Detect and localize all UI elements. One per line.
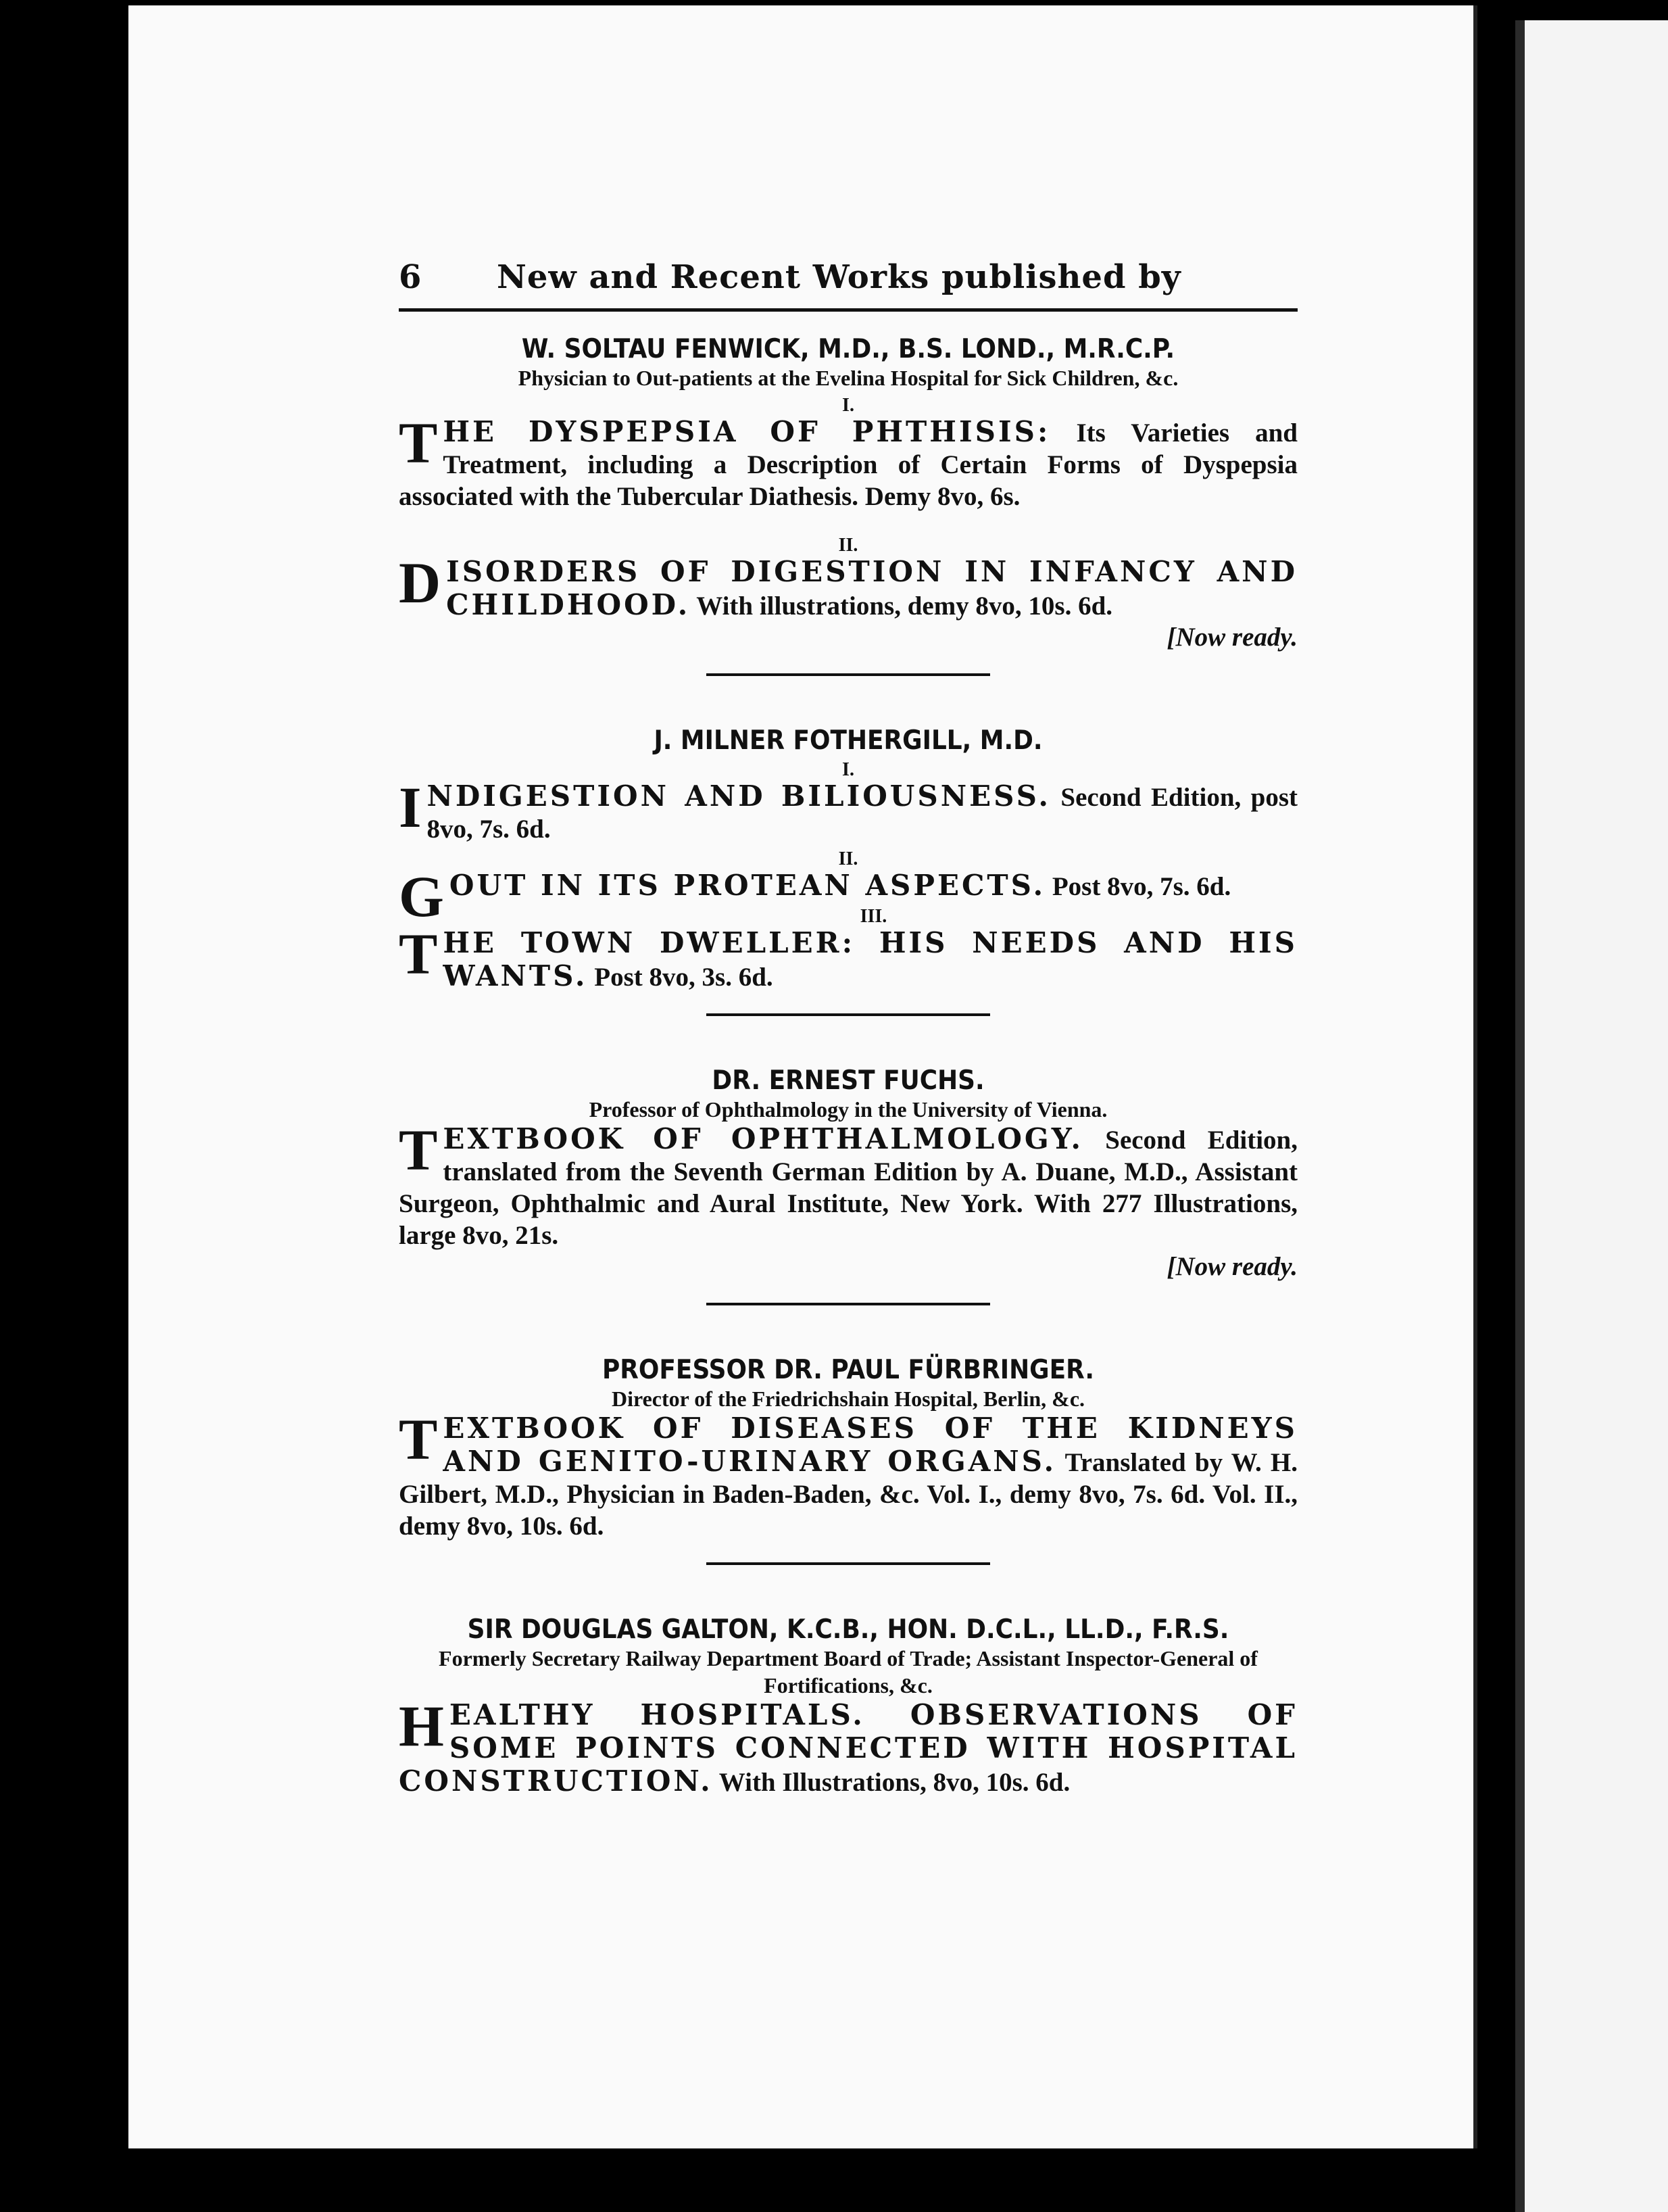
availability-note: [Now ready. xyxy=(1167,1252,1298,1281)
author-section-galton xyxy=(399,1615,1298,1798)
availability-note: [Now ready. xyxy=(1167,623,1298,652)
author-name: W. SOLTAU FENWICK, M.D., B.S. LOND., M.R.C.P. xyxy=(521,334,1175,364)
work-numeral: II. xyxy=(838,848,858,869)
section-divider xyxy=(706,673,990,676)
work-details: Second Edition, translated from the Seventh German Edition by A. Duane, M.D., Assistant Surgeon, Ophthalmic and Aural Institute, New York. With 277 Illustrations, large 8vo, 21s. xyxy=(399,1126,1298,1250)
section-divider xyxy=(706,1013,990,1016)
drop-cap: I xyxy=(399,775,422,840)
author-section-fenwick xyxy=(399,335,1298,653)
author-section-fuchs xyxy=(399,1066,1298,1282)
work-title: EXTBOOK OF OPHTHALMOLOGY. xyxy=(443,1122,1083,1155)
drop-cap: G xyxy=(399,864,444,929)
drop-cap: H xyxy=(399,1693,444,1758)
work-details: Post 8vo, 3s. 6d. xyxy=(587,963,773,992)
work-title: EXTBOOK OF DISEASES OF THE KIDNEYS AND GENITO-URINARY ORGANS. xyxy=(443,1412,1298,1478)
author-name: DR. ERNEST FUCHS. xyxy=(712,1065,985,1096)
drop-cap: T xyxy=(399,921,438,986)
author-affiliation: Formerly Secretary Railway Department Board of Trade; Assistant Inspector-General of Fortifications, &c. xyxy=(439,1646,1258,1698)
work-title: OUT IN ITS PROTEAN ASPECTS. xyxy=(449,869,1046,902)
running-title: New and Recent Works published by xyxy=(497,258,1181,296)
work-details: Post 8vo, 7s. 6d. xyxy=(1046,872,1231,901)
drop-cap: T xyxy=(399,1117,438,1182)
running-head xyxy=(399,257,1298,304)
author-name: PROFESSOR DR. PAUL FÜRBRINGER. xyxy=(602,1355,1095,1385)
work-title: HE DYSPEPSIA OF PHTHISIS: xyxy=(443,415,1051,448)
work-entry xyxy=(399,1117,1298,1251)
work-numeral: II. xyxy=(838,535,858,556)
section-divider xyxy=(706,1303,990,1305)
work-details: With illustrations, demy 8vo, 10s. 6d. xyxy=(690,592,1113,621)
drop-cap: T xyxy=(399,1407,438,1472)
author-section-furbringer xyxy=(399,1355,1298,1542)
work-details: Translated by W. H. Gilbert, M.D., Physician in Baden-Baden, &c. Vol. I., demy 8vo, 7s. 6d. Vol. II., demy 8vo, 10s. 6d. xyxy=(399,1448,1298,1541)
adjacent-page-edge xyxy=(1515,20,1668,2212)
work-numeral: I. xyxy=(842,395,854,416)
work-entry xyxy=(399,410,1298,512)
author-affiliation: Director of the Friedrichshain Hospital, Berlin, &c. xyxy=(611,1387,1085,1411)
work-title: ISORDERS OF DIGESTION IN INFANCY AND CHILDHOOD. xyxy=(446,555,1298,621)
author-name: SIR DOUGLAS GALTON, K.C.B., HON. D.C.L., LL.D., F.R.S. xyxy=(467,1614,1229,1645)
work-entry xyxy=(399,1693,1298,1798)
page-content xyxy=(399,257,1298,1798)
page-number: 6 xyxy=(399,258,422,296)
work-numeral: I. xyxy=(842,759,854,780)
header-rule xyxy=(399,308,1298,312)
author-affiliation: Physician to Out-patients at the Evelina Hospital for Sick Children, &c. xyxy=(518,366,1179,390)
work-title: EALTHY HOSPITALS. OBSERVATIONS OF SOME POINTS CONNECTED WITH HOSPITAL CONSTRUCTION. xyxy=(399,1698,1298,1798)
work-entry xyxy=(399,775,1298,845)
work-title: HE TOWN DWELLER: HIS NEEDS AND HIS WANTS. xyxy=(443,926,1298,992)
work-entry xyxy=(399,550,1298,622)
drop-cap: T xyxy=(399,410,438,475)
work-details: Its Varieties and Treatment, including a Description of Certain Forms of Dyspepsia associated with the Tubercular Diathesis. Demy 8vo, 6s. xyxy=(399,418,1298,511)
work-entry xyxy=(399,1407,1298,1542)
work-details: Second Edition, post 8vo, 7s. 6d. xyxy=(426,783,1298,844)
section-divider xyxy=(706,1562,990,1565)
author-affiliation: Professor of Ophthalmology in the University of Vienna. xyxy=(589,1097,1108,1122)
author-section-fothergill xyxy=(399,726,1298,993)
drop-cap: D xyxy=(399,550,441,615)
work-details: With Illustrations, 8vo, 10s. 6d. xyxy=(712,1768,1071,1797)
work-title: NDIGESTION AND BILIOUSNESS. xyxy=(426,779,1052,813)
author-name: J. MILNER FOTHERGILL, M.D. xyxy=(654,725,1043,756)
work-entry xyxy=(399,921,1298,993)
work-numeral: III. xyxy=(860,906,887,927)
